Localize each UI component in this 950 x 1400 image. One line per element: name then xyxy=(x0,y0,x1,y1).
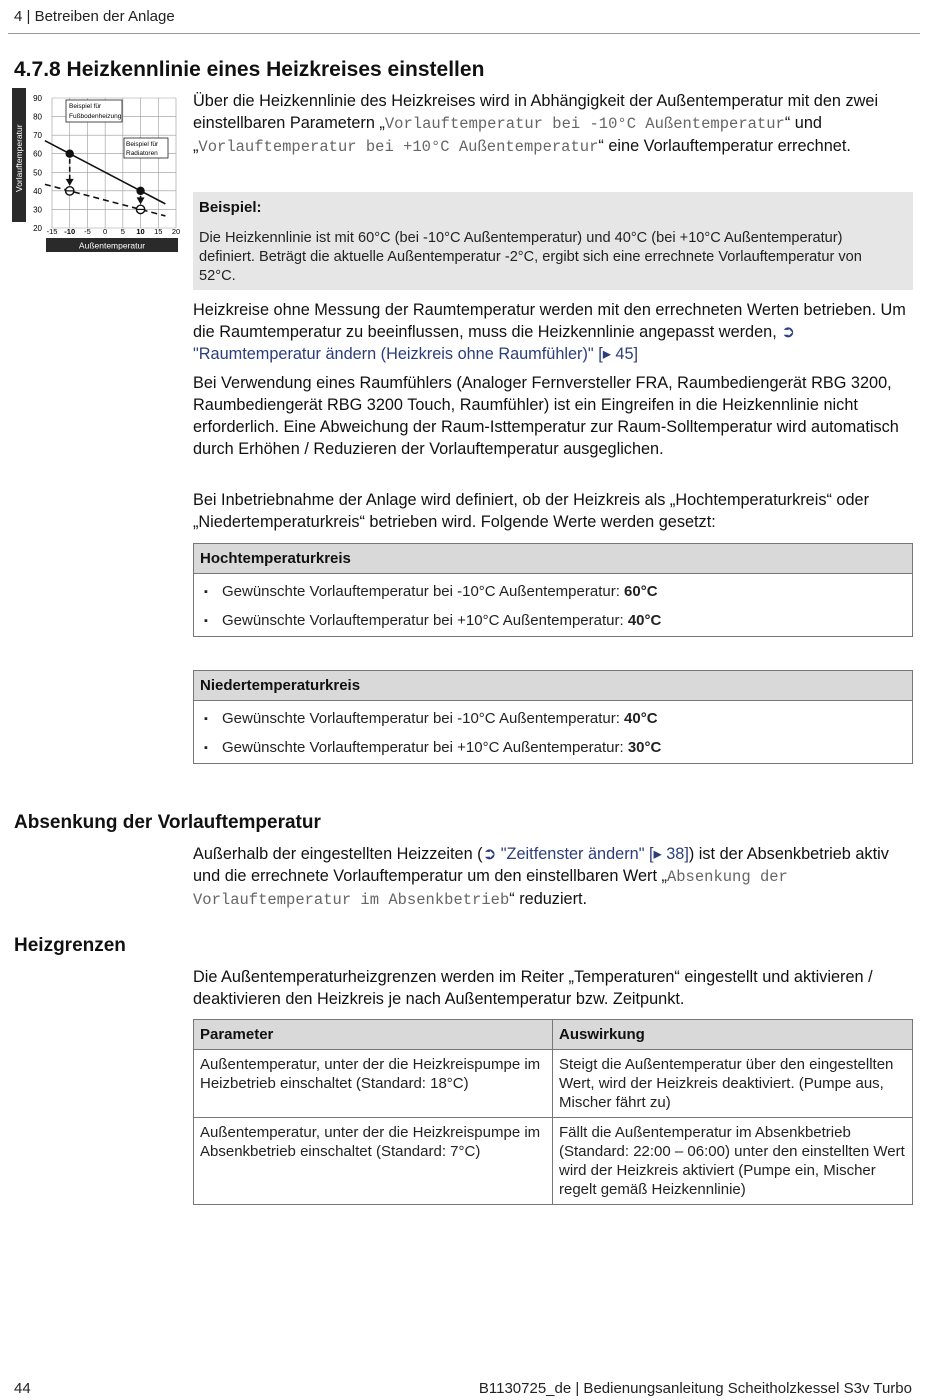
x-tick-label: 20 xyxy=(171,227,180,236)
legend-radiator-line2: Radiatoren xyxy=(126,150,158,157)
data-point xyxy=(136,187,144,195)
x-tick-label: 0 xyxy=(103,227,108,236)
col-parameter: Parameter xyxy=(194,1020,553,1050)
y-tick-label: 30 xyxy=(33,205,42,215)
x-tick-label: 15 xyxy=(154,227,163,236)
legend-radiator-box xyxy=(124,138,168,158)
value-high-minus10: 60°C xyxy=(624,583,658,600)
intro-paragraph xyxy=(193,90,913,158)
x-tick-label: -15 xyxy=(46,227,58,236)
list-item: ▪ Gewünschte Vorlauftemperatur bei +10°C Außentemperatur: 30°C xyxy=(194,734,912,763)
document-info: B1130725_de | Bedienungsanleitung Scheitholzkessel S3v Turbo xyxy=(478,1380,912,1397)
table-row: Außentemperatur, unter der die Heizkreispumpe im Heizbetrieb einschaltet (Standard: 18°C) Steigt die Außentemperatur über den eingestellten Wert, wird der Heizkreis deaktiviert. (Pumpe aus, Mischer fährt zu) xyxy=(194,1050,913,1118)
low-temp-circuit-box xyxy=(193,670,913,764)
heading-absenkung: Absenkung der Vorlauftemperatur xyxy=(14,812,321,833)
x-tick-label: 10 xyxy=(136,227,145,236)
example-title: Beispiel: xyxy=(199,199,262,216)
arrow-head xyxy=(66,179,74,186)
page-header: 4 | Betreiben der Anlage xyxy=(14,8,175,25)
intro-text-1: Über die Heizkennlinie des Heizkreises wird in Abhängigkeit der Außentemperatur mit den zwei einstellbaren Parametern „ xyxy=(193,92,879,132)
list-item: ▪ Gewünschte Vorlauftemperatur bei -10°C Außentemperatur: 60°C xyxy=(194,578,912,607)
heading-heizgrenzen: Heizgrenzen xyxy=(14,935,126,956)
arrow-head xyxy=(137,197,145,204)
paragraph-absenkung: Außerhalb der eingestellten Heizzeiten (➲ "Zeitfenster ändern" [▸ 38]) ist der Absenkbetrieb aktiv und die errechnete Vorlauftemperatur um den einstellbaren Wert „Absenkung der Vorlauftemperatur im Absenkbetrieb“ reduziert. xyxy=(193,845,889,909)
value-high-plus10: 40°C xyxy=(627,612,662,629)
header-divider xyxy=(8,33,920,34)
y-tick-label: 60 xyxy=(33,149,42,159)
high-temp-circuit-box xyxy=(193,543,913,637)
intro-text-3: “ eine Vorlauftemperatur errechnet. xyxy=(598,137,851,155)
low-temp-title: Niedertemperaturkreis xyxy=(194,671,912,701)
y-tick-label: 40 xyxy=(33,186,42,196)
list-item: ▪ Gewünschte Vorlauftemperatur bei +10°C Außentemperatur: 40°C xyxy=(194,607,912,636)
y-tick-labels xyxy=(33,94,42,233)
y-axis-label: Vorlauftemperatur xyxy=(14,124,24,192)
table-row: Außentemperatur, unter der die Heizkreispumpe im Absenkbetrieb einschaltet (Standard: 7°C) Fällt die Außentemperatur im Absenkbetrieb (Standard: 22:00 – 06:00) unter den einstellten Wert wird der Heizkreis aktiviert (Pumpe ein, Mischer regelt gemäß Heizkennlinie) xyxy=(194,1118,913,1205)
col-auswirkung: Auswirkung xyxy=(553,1020,913,1050)
x-tick-label: -10 xyxy=(64,227,76,236)
legend-floor-line1: Beispiel für xyxy=(69,103,102,110)
value-low-plus10: 30°C xyxy=(627,739,662,756)
y-tick-label: 70 xyxy=(33,131,42,141)
paragraph-heizgrenzen: Die Außentemperaturheizgrenzen werden im Reiter „Temperaturen“ eingestellt und aktivieren / deaktivieren den Heizkreis je nach Außentemperatur bzw. Zeitpunkt. xyxy=(193,968,873,1008)
high-temp-title: Hochtemperaturkreis xyxy=(194,544,912,574)
y-tick-label: 90 xyxy=(33,94,42,103)
legend-floor-line2: Fußbodenheizung xyxy=(69,113,122,120)
para2-text: Heizkreise ohne Messung der Raumtemperatur werden mit den errechneten Werten betrieben. Um die Raumtemperatur zu beeinflussen, muss die Heizkennlinie angepasst werden, xyxy=(193,301,906,341)
legend-floor-box xyxy=(66,100,122,122)
heizgrenzen-table xyxy=(193,1019,913,1205)
x-tick-label: 5 xyxy=(120,227,125,236)
y-tick-label: 20 xyxy=(33,224,42,233)
page-number: 44 xyxy=(14,1380,31,1397)
heating-curve-chart xyxy=(12,88,180,254)
paragraph-commissioning: Bei Inbetriebnahme der Anlage wird definiert, ob der Heizkreis als „Hochtemperaturkreis“ oder „Niedertemperaturkreis“ betrieben wird. Folgende Werte werden gesetzt: xyxy=(193,491,869,531)
legend-radiator-line1: Beispiel für xyxy=(126,141,159,148)
param-vorlauf-plus10: Vorlauftemperatur bei +10°C Außentemperatur xyxy=(198,138,599,156)
x-axis-label: Außentemperatur xyxy=(78,240,146,251)
x-tick-label: -5 xyxy=(84,227,91,236)
example-text: Die Heizkennlinie ist mit 60°C (bei -10°C Außentemperatur) und 40°C (bei +10°C Außentemperatur) definiert. Beträgt die aktuelle Außentemperatur -2°C, ergibt sich eine errechnete Vorlauftemperatur von 52°C. xyxy=(199,230,862,284)
intro-text-2: “ und „ xyxy=(193,114,822,155)
example-box xyxy=(193,192,913,290)
link-zeitfenster-aendern[interactable]: ➲ "Zeitfenster ändern" [▸ 38] xyxy=(482,845,689,863)
paragraph-no-room-sensor xyxy=(193,299,913,365)
paragraph-room-sensor: Bei Verwendung eines Raumfühlers (Analoger Fernversteller FRA, Raumbediengerät RBG 3200, Raumbediengerät RBG 3200 Touch, Raumfühler) ist ein Eingreifen in die Heizkennlinie nicht erforderlich. Eine Abweichung der Raum-Isttemperatur zur Raum-Solltemperatur wird automatisch durch Erhöhen / Reduzieren der Vorlauftemperatur ausgeglichen. xyxy=(193,374,899,458)
data-point xyxy=(66,150,74,158)
param-absenkung: Absenkung der Vorlauftemperatur im Absenkbetrieb xyxy=(193,868,788,909)
param-vorlauf-minus10: Vorlauftemperatur bei -10°C Außentemperatur xyxy=(384,115,785,133)
value-low-minus10: 40°C xyxy=(624,710,658,727)
y-tick-label: 50 xyxy=(33,168,42,178)
x-tick-labels xyxy=(47,227,180,236)
link-raumtemperatur-aendern[interactable]: ➲ "Raumtemperatur ändern (Heizkreis ohne Raumfühler)" [▸ 45] xyxy=(193,323,795,363)
list-item: ▪ Gewünschte Vorlauftemperatur bei -10°C Außentemperatur: 40°C xyxy=(194,705,912,734)
section-title: 4.7.8 Heizkennlinie eines Heizkreises einstellen xyxy=(14,58,485,81)
y-tick-label: 80 xyxy=(33,112,42,122)
